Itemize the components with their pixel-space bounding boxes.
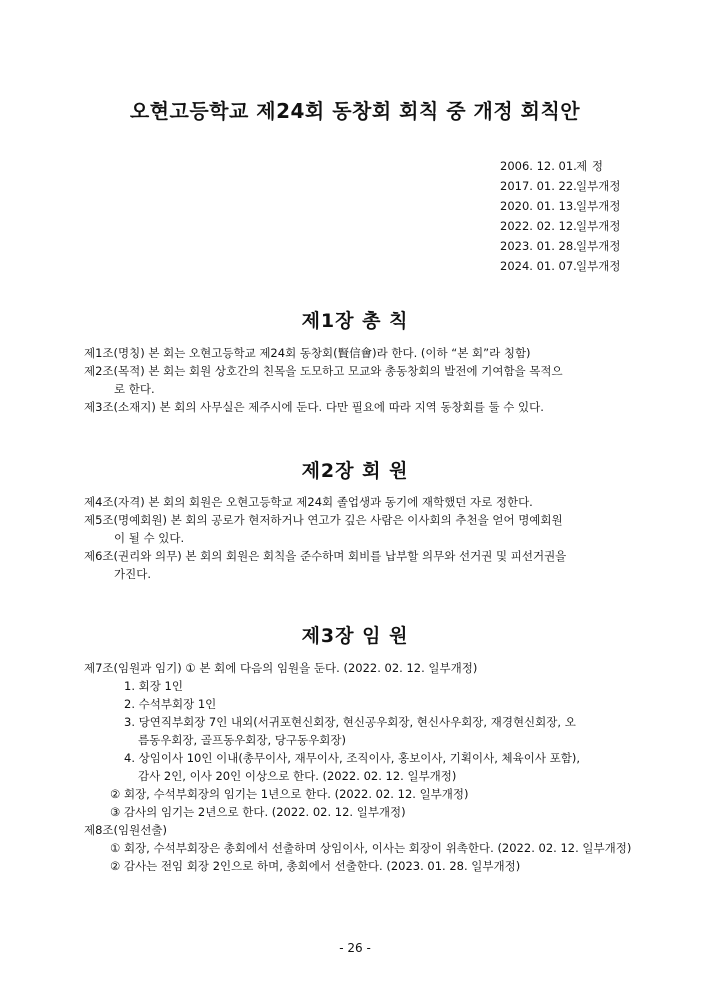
revision-note: 일부개정 <box>576 179 621 193</box>
revision-history <box>500 156 640 276</box>
revision-note: 일부개정 <box>576 259 621 273</box>
article-4: 제4조(자격) 본 회의 회원은 오현고등학교 제24회 졸업생과 동기에 재학했던 자로 정한다. <box>84 495 533 509</box>
revision-note: 일부개정 <box>576 199 621 213</box>
article-7-item-1: 1. 회장 1인 <box>124 679 183 693</box>
article-7-item-3-line-2: 름동우회장, 골프동우회장, 당구동우회장) <box>138 733 346 747</box>
article-1: 제1조(명칭) 본 회는 오현고등학교 제24회 동창회(賢信會)라 한다. (이하 “본 회”라 칭함) <box>84 346 531 360</box>
article-7-item-4 <box>84 749 644 785</box>
document-title: 오현고등학교 제24회 동창회 회칙 중 개정 회칙안 <box>129 99 581 123</box>
article-2-line-1: 제2조(목적) 본 회는 회원 상호간의 친목을 도모하고 모교와 총동창회의 발전에 기여함을 목적으 <box>84 364 563 378</box>
article-7-item-3 <box>84 713 644 749</box>
revision-row <box>500 236 640 256</box>
article-7-paragraph-3: ③ 감사의 임기는 2년으로 한다. (2022. 02. 12. 일부개정) <box>110 805 406 819</box>
revision-date: 2023. 01. 28. <box>500 239 577 253</box>
article-5 <box>84 511 644 547</box>
revision-note: 일부개정 <box>576 219 621 233</box>
chapter-3-heading: 제3장 임 원 <box>301 625 409 647</box>
article-7-paragraph-2: ② 회장, 수석부회장의 임기는 1년으로 한다. (2022. 02. 12. 일부개정) <box>110 787 469 801</box>
article-8-paragraph-1-line-1: ① 회장, 수석부회장은 총회에서 선출하며 상임이사, 이사는 회장이 위촉한다. (2022. 02. 12. <box>110 841 579 855</box>
chapter-1-body <box>84 344 644 416</box>
chapter-2-body <box>84 493 644 583</box>
article-6-line-1: 제6조(권리와 의무) 본 회의 회원은 회칙을 준수하며 회비를 납부할 의무와 선거권 및 피선거권을 <box>84 549 567 563</box>
chapter-3-body <box>84 659 644 875</box>
article-7-item-2: 2. 수석부회장 1인 <box>124 697 217 711</box>
revision-row <box>500 176 640 196</box>
article-2-line-2: 로 한다. <box>114 382 155 396</box>
article-5-line-1: 제5조(명예회원) 본 회의 공로가 현저하거나 연고가 깊은 사람은 이사회의 추천을 얻어 명예회원 <box>84 513 563 527</box>
revision-row <box>500 216 640 236</box>
article-7-item-3-line-1: 3. 당연직부회장 7인 내외(서귀포현신회장, 현신공우회장, 현신사우회장, 재경현신회장, 오 <box>124 715 576 729</box>
revision-note: 제 정 <box>576 159 603 173</box>
article-8-paragraph-1-line-2: 일부개정) <box>582 841 632 855</box>
article-7-item-4-line-1: 4. 상임이사 10인 이내(총무이사, 재무이사, 조직이사, 홍보이사, 기획이사, 체육이사 포함), <box>124 751 581 765</box>
revision-row <box>500 196 640 216</box>
revision-date: 2017. 01. 22. <box>500 179 577 193</box>
revision-row <box>500 256 640 276</box>
revision-date: 2022. 02. 12. <box>500 219 577 233</box>
article-7: 제7조(임원과 임기) ① 본 회에 다음의 임원을 둔다. (2022. 02. 12. 일부개정) <box>84 661 478 675</box>
article-3: 제3조(소재지) 본 회의 사무실은 제주시에 둔다. 다만 필요에 따라 지역 동창회를 둘 수 있다. <box>84 400 544 414</box>
chapter-1-heading: 제1장 총 칙 <box>301 310 409 332</box>
revision-date: 2006. 12. 01. <box>500 159 577 173</box>
revision-note: 일부개정 <box>576 239 621 253</box>
chapter-2-heading: 제2장 회 원 <box>301 460 409 482</box>
revision-date: 2024. 01. 07. <box>500 259 577 273</box>
article-8: 제8조(임원선출) <box>84 823 167 837</box>
page-number: - 26 - <box>339 941 371 955</box>
article-7-item-4-line-2: 감사 2인, 이사 20인 이상으로 한다. (2022. 02. 12. 일부개정) <box>138 769 457 783</box>
article-5-line-2: 이 될 수 있다. <box>114 531 185 545</box>
revision-row <box>500 156 640 176</box>
article-2 <box>84 362 644 398</box>
article-6-line-2: 가진다. <box>114 567 151 581</box>
revision-date: 2020. 01. 13. <box>500 199 577 213</box>
article-8-paragraph-2: ② 감사는 전임 회장 2인으로 하며, 총회에서 선출한다. (2023. 01. 28. 일부개정) <box>110 859 521 873</box>
article-8-paragraph-1 <box>84 839 644 857</box>
article-6 <box>84 547 644 583</box>
